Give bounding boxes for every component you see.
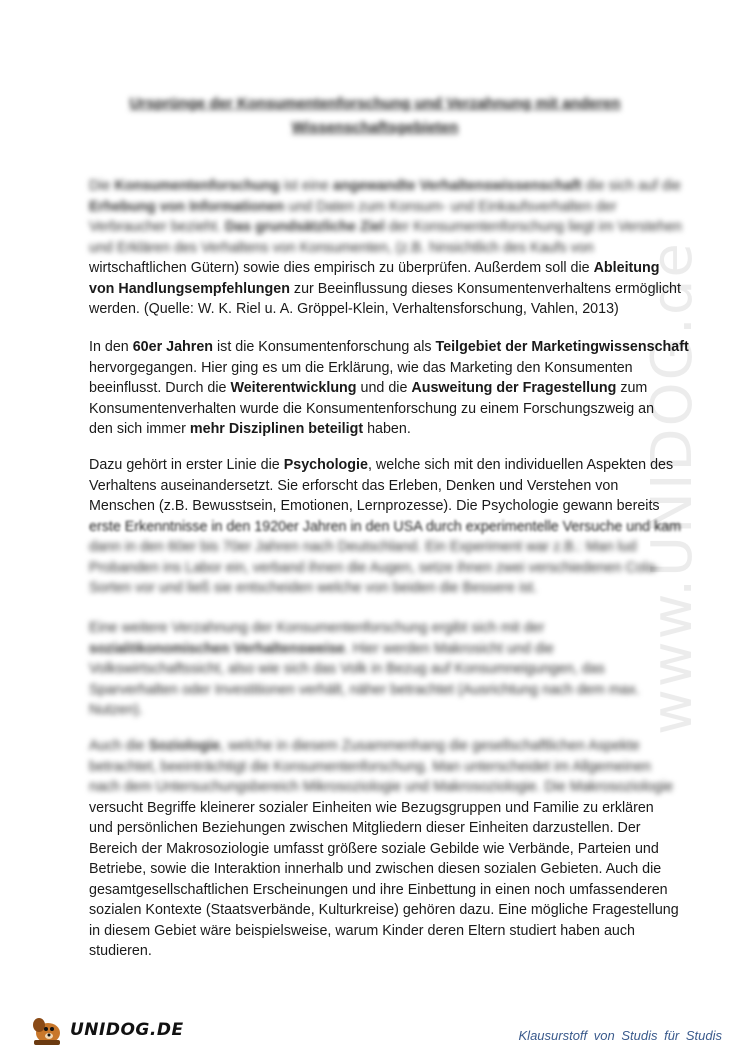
paragraph-2: In den 60er Jahren ist die Konsumentenforschung als Teilgebiet der Marketingwissenschaft hervorgegangen. Hier ging es um die Erklärung, wie das Marketing den Konsumenten beeinflusst. Durch die Weiterentwicklung und die Ausweitung der Fragestellung zum Konsumentenverhalten wurde die Konsumentenforschung zu einem Forschungszweig an den sich immer mehr Disziplinen beteiligt haben.	[89, 339, 689, 437]
paragraph-1: Die Konsumentenforschung ist eine angewandte Verhaltenswissenschaft die sich auf die Erhebung von Informationen und Daten zum Konsum- und Einkaufsverhalten der Verbraucher bezieht. Das grundsätzliche Ziel der Konsumentenforschung liegt im Verstehen und Erklären des Verhaltens von Konsumenten, (z.B. hinsichtlich des Kaufs von wirtschaftlichen Gütern) sowie dies empirisch zu überprüfen. Außerdem soll die Ableitung von Handlungsempfehlungen zur Beeinflussung dieses Konsumentenverhaltens ermöglicht werden. (Quelle: W. K. Riel u. A. Gröppel-Klein, Verhaltensforschung, Vahlen, 2013)	[89, 178, 682, 317]
footer-tagline: Klausurstoff von Studis für Studis	[518, 1028, 722, 1043]
paragraph-3: Dazu gehört in erster Linie die Psychologie, welche sich mit den individuellen Aspekten des Verhaltens auseinandersetzt. Sie erforscht das Erleben, Denken und Verstehen von Menschen (z.B. Bewusstsein, Emotionen, Lernprozesse). Die Psychologie gewann bereits erste Erkenntnisse in den 1920er Jahren in den USA durch experimentelle Versuche und kam dann in den 60er bis 70er Jahren nach Deutschland. Ein Experiment war z.B.: Man lud Probanden ins Labor ein, verband ihnen die Augen, setze ihnen zwei verschiedenen Cola- Sorten vor und ließ sie entscheiden welche von beiden die Bessere ist.	[89, 457, 682, 596]
title-line-1: Ursprünge der Konsumentenforschung und Verzahnung mit anderen	[129, 95, 621, 112]
document-title	[90, 92, 660, 140]
watermark-text: www.UNIDOG.de	[640, 241, 705, 735]
dog-icon	[28, 1013, 66, 1047]
paragraph-4: Eine weitere Verzahnung der Konsumentenforschung ergibt sich mit der sozialökonomischen Verhaltensweise. Hier werden Makrosicht und die Volkswirtschaftssicht, also wie sich das Volk in Bezug auf Konsumneigungen, das Sparverhalten oder Investitionen verhält, näher betrachtet (Ausrichtung nach dem max. Nutzen).	[89, 620, 640, 718]
logo-text: UNIDOG.DE	[70, 1020, 184, 1040]
unidog-logo[interactable]	[28, 1012, 188, 1048]
paragraph-5: Auch die Soziologie, welche in diesem Zusammenhang die gesellschaftlichen Aspekte betrachtet, beeinträchtigt die Konsumentenforschung. Man unterscheidet im Allgemeinen nach dem Untersuchungsbereich Mikrosoziologie und Makrosoziologie. Die Makrosoziologie versucht Begriffe kleinerer sozialer Einheiten wie Bezugsgruppen und Familie zu erklären und persönlichen Beziehungen zwischen Mitgliedern dieser Einheiten darzustellen. Der Bereich der Makrosoziologie umfasst größere soziale Gebilde wie Verbände, Parteien und Betriebe, sowie die Interaktion innerhalb und zwischen diesen sozialen Gebieten. Auch die gesamtgesellschaftlichen Erscheinungen und ihre Einbettung in einen noch umfassenderen sozialen Kontexte (Staatsverbände, Kulturkreise) gehören dazu. Eine mögliche Fragestellung in diesem Gebiet wäre beispielsweise, warum Kinder deren Eltern studiert haben auch studieren.	[89, 738, 679, 959]
title-line-2: Wissenschaftsgebieten	[291, 119, 459, 136]
